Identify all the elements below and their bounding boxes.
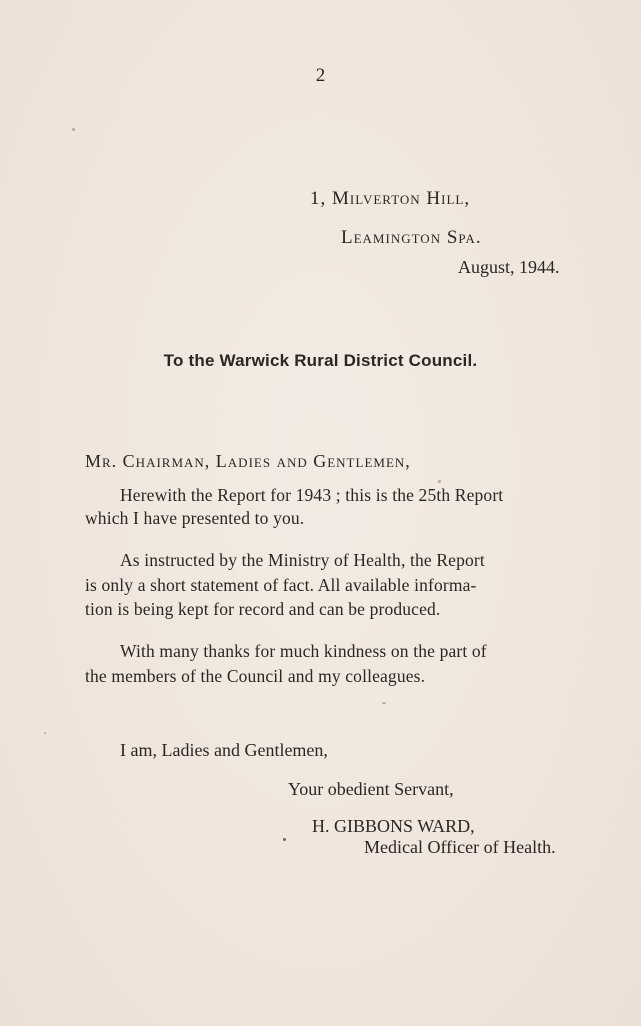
paper-speck xyxy=(382,702,386,704)
paragraph-1-line-1: Herewith the Report for 1943 ; this is the 25th Report xyxy=(120,485,504,505)
paragraph-2-line-2: is only a short statement of fact. All available informa- xyxy=(85,575,477,595)
paper-speck xyxy=(44,732,46,734)
paragraph-1-line-2: which I have presented to you. xyxy=(85,508,305,528)
paper-speck xyxy=(283,838,286,841)
recipient-heading: To the Warwick Rural District Council. xyxy=(163,351,478,370)
paragraph-2-line-1: As instructed by the Ministry of Health, the Report xyxy=(120,550,485,570)
paper-speck xyxy=(72,128,75,131)
signature-title: Medical Officer of Health. xyxy=(364,837,556,857)
signature-valediction: Your obedient Servant, xyxy=(288,779,454,799)
page-number: 2 xyxy=(315,65,326,86)
salutation: Mr. Chairman, Ladies and Gentlemen, xyxy=(85,451,411,471)
letter-date: August, 1944. xyxy=(458,257,560,277)
address-line-2: Leamington Spa. xyxy=(341,227,482,248)
closing-line: I am, Ladies and Gentlemen, xyxy=(120,740,328,760)
paragraph-3-line-1: With many thanks for much kindness on the part of xyxy=(120,641,487,661)
paragraph-3-line-2: the members of the Council and my colleagues. xyxy=(85,666,426,686)
paragraph-2-line-3: tion is being kept for record and can be produced. xyxy=(85,599,441,619)
address-line-1: 1, Milverton Hill, xyxy=(310,188,471,209)
signature-name: H. GIBBONS WARD, xyxy=(312,816,475,836)
paper-speck xyxy=(438,480,441,483)
